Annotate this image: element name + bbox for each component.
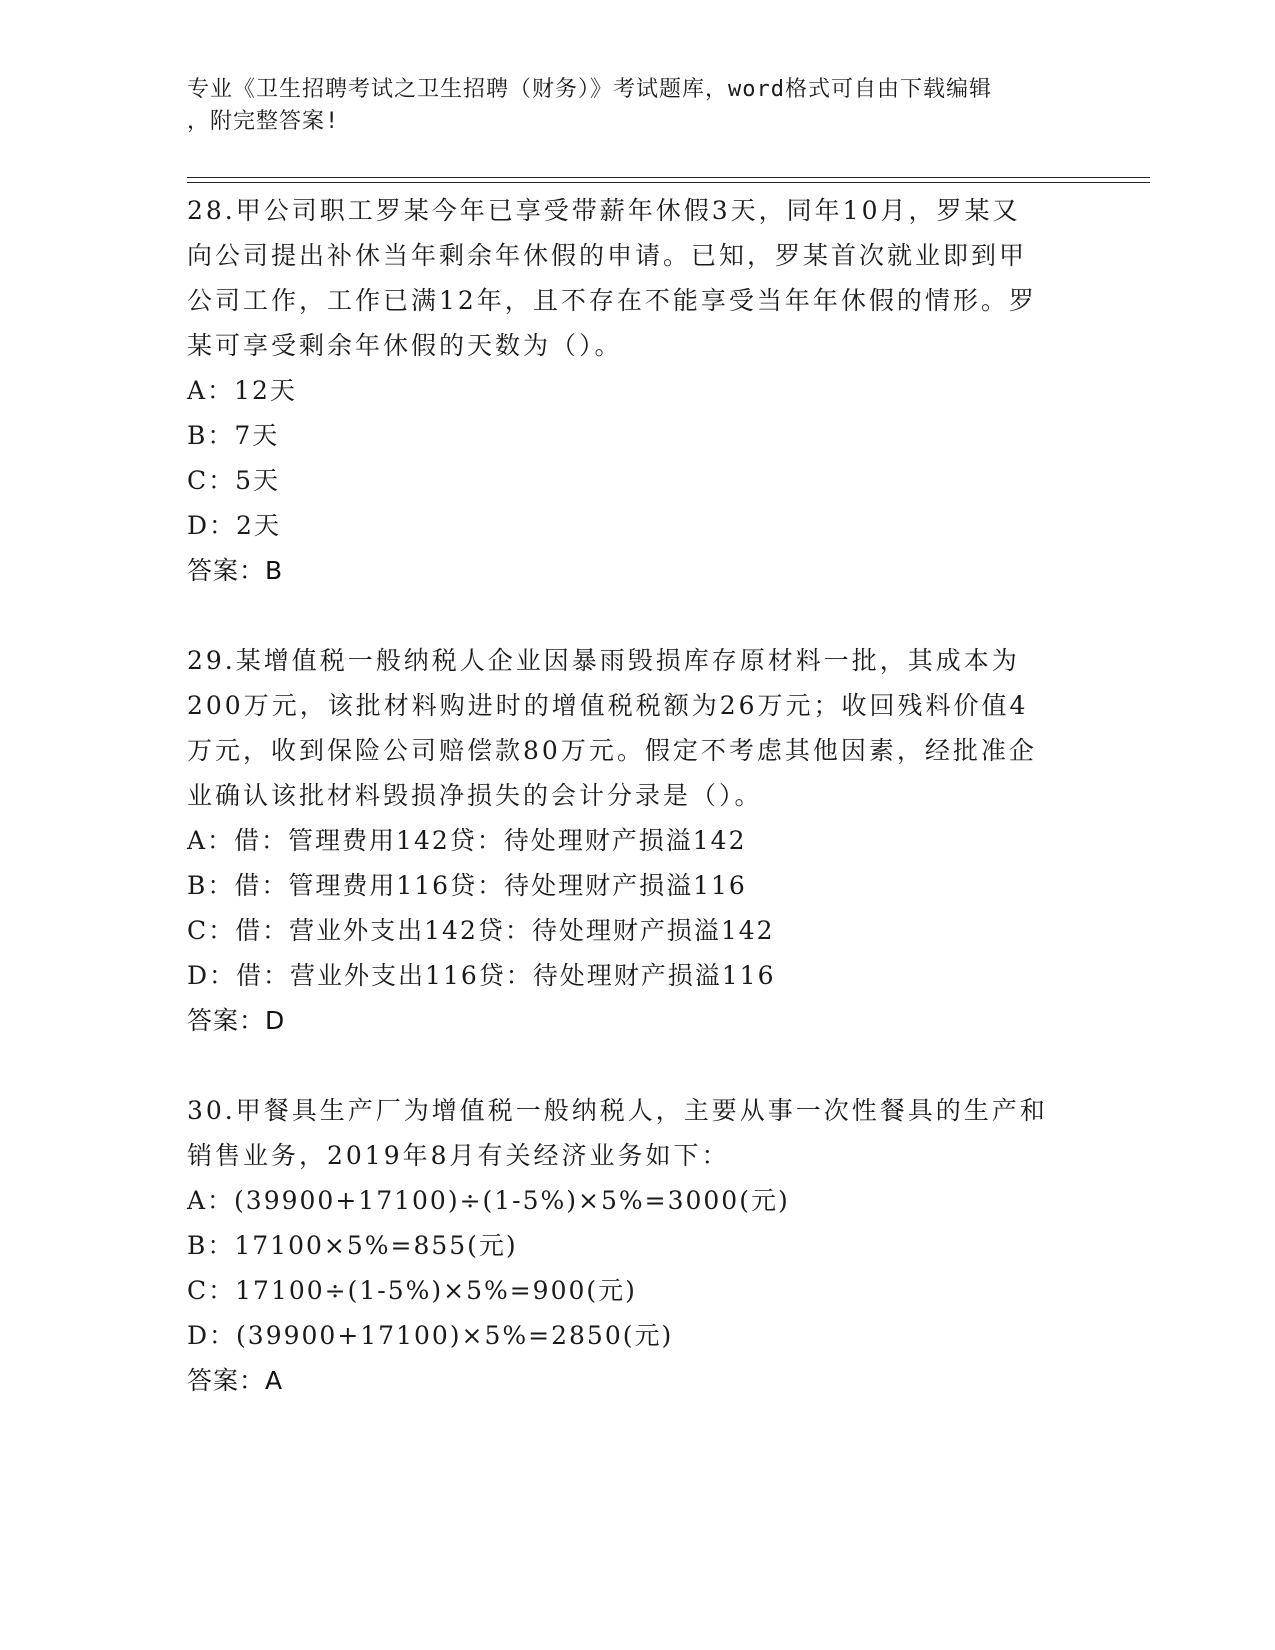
option-d: D：借：营业外支出116贷：待处理财产损溢116 — [187, 961, 776, 990]
question-text: 业确认该批材料毁损净损失的会计分录是（）。 — [187, 781, 763, 810]
question-text: 销售业务，2019年8月有关经济业务如下： — [187, 1141, 730, 1170]
question-text: 公司工作，工作已满12年，且不存在不能享受当年年休假的情形。罗 — [187, 286, 1037, 315]
header-divider — [187, 182, 1150, 183]
question-text: 30.甲餐具生产厂为增值税一般纳税人，主要从事一次性餐具的生产和 — [187, 1096, 1048, 1125]
answer-label: 答案：B — [187, 556, 284, 585]
question-text: 29.某增值税一般纳税人企业因暴雨毁损库存原材料一批，其成本为 — [187, 646, 1020, 675]
option-a: A：(39900+17100)÷(1-5%)×5%=3000(元) — [187, 1186, 790, 1215]
question-28 — [187, 188, 1087, 593]
option-b: B：7天 — [187, 421, 280, 450]
option-d: D：(39900+17100)×5%=2850(元) — [187, 1321, 674, 1350]
option-c: C：借：营业外支出142贷：待处理财产损溢142 — [187, 916, 775, 945]
question-30 — [187, 1088, 1087, 1403]
header-line: 专业《卫生招聘考试之卫生招聘（财务）》考试题库，word格式可自由下载编辑 — [187, 77, 992, 102]
question-text: 28.甲公司职工罗某今年已享受带薪年休假3天，同年10月，罗某又 — [187, 196, 1021, 225]
question-text: 万元，收到保险公司赔偿款80万元。假定不考虑其他因素，经批准企 — [187, 736, 1037, 765]
option-b: B：借：管理费用116贷：待处理财产损溢116 — [187, 871, 747, 900]
answer-label: 答案：A — [187, 1366, 284, 1395]
option-a: A：12天 — [187, 376, 297, 405]
question-29 — [187, 638, 1087, 1043]
header-divider — [187, 177, 1150, 178]
option-d: D：2天 — [187, 511, 281, 540]
question-text: 200万元，该批材料购进时的增值税税额为26万元；收回残料价值4 — [187, 691, 1029, 720]
question-text: 某可享受剩余年休假的天数为（）。 — [187, 331, 623, 360]
option-c: C：5天 — [187, 466, 281, 495]
document-header — [187, 74, 1067, 138]
question-spacer — [187, 1043, 1087, 1088]
option-b: B：17100×5%=855(元) — [187, 1231, 518, 1260]
option-a: A：借：管理费用142贷：待处理财产损溢142 — [187, 826, 747, 855]
header-line: ，附完整答案! — [187, 109, 340, 134]
question-spacer — [187, 593, 1087, 638]
option-c: C：17100÷(1-5%)×5%=900(元) — [187, 1276, 637, 1305]
question-list — [187, 188, 1087, 1403]
answer-label: 答案：D — [187, 1006, 286, 1035]
question-text: 向公司提出补休当年剩余年休假的申请。已知，罗某首次就业即到甲 — [187, 241, 1028, 270]
